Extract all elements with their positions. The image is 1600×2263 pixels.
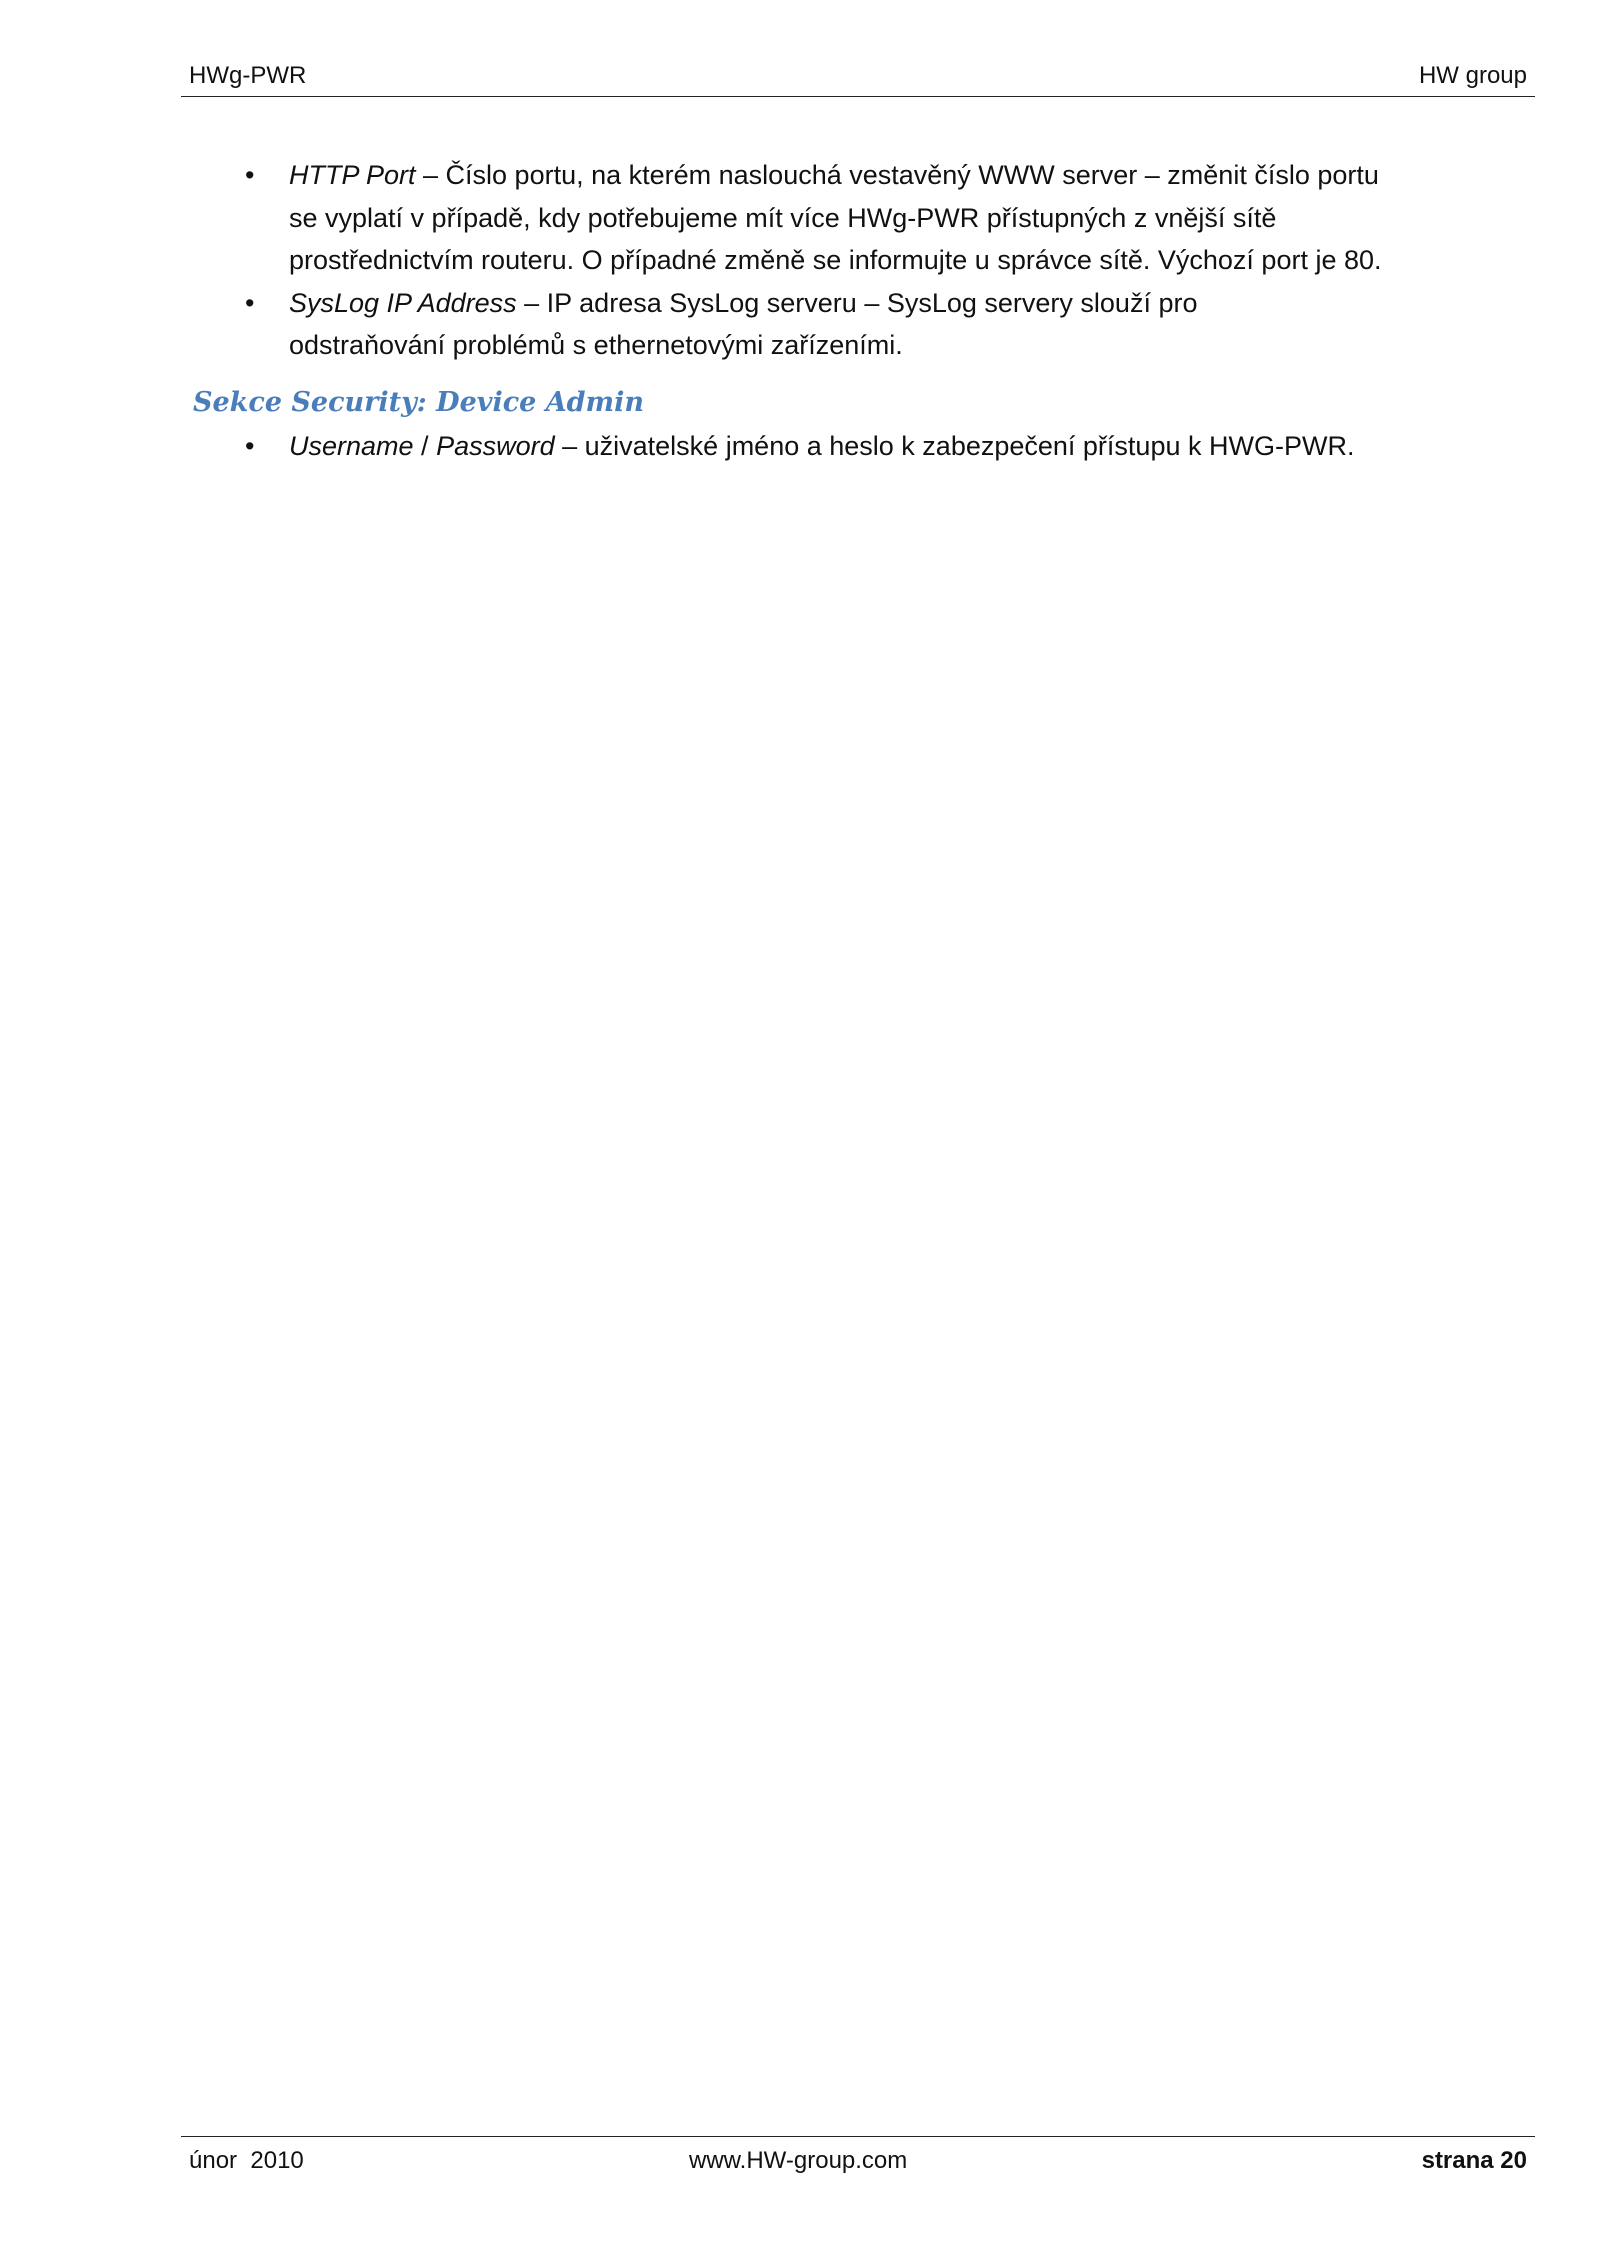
list-item-credentials: [181, 425, 1389, 468]
header-product: HWg-PWR: [189, 62, 307, 89]
page-header: [181, 60, 1535, 97]
list-item-http-port: [181, 154, 1389, 282]
network-settings-list: [181, 154, 1382, 367]
footer-date: únor 2010: [189, 2147, 304, 2174]
term-password: Password: [436, 430, 555, 461]
term-syslog: SysLog IP Address: [289, 287, 517, 318]
page-footer: [181, 2136, 1535, 2181]
security-settings-list: [181, 425, 1355, 468]
bullet-icon: •: [245, 287, 255, 318]
page-content: [181, 154, 1382, 467]
footer-website: www.HW-group.com: [689, 2147, 908, 2174]
term-username: Username: [289, 430, 414, 461]
item-text: – Číslo portu, na kterém naslouchá vestavěný WWW server – změnit číslo portu se vyplatí v případě, kdy potřebujeme mít více HWg-PWR přístupných z vnější sítě prostřednictvím routeru. O případné změně se informujte u správce sítě. Výchozí port je 80.: [289, 160, 1382, 275]
footer-page-number: strana 20: [1421, 2147, 1527, 2174]
item-text: – uživatelské jméno a heslo k zabezpečení přístupu k HWG-PWR.: [554, 430, 1355, 461]
bullet-icon: •: [245, 160, 255, 190]
term-http-port: HTTP Port: [289, 160, 416, 190]
bullet-icon: •: [245, 430, 255, 461]
list-item-syslog: [181, 282, 1309, 367]
item-text: – IP adresa SysLog serveru – SysLog servery slouží pro odstraňování problémů s ethernetovými zařízeními.: [289, 287, 1198, 360]
header-company: HW group: [1418, 62, 1527, 89]
term-separator: /: [413, 430, 437, 461]
section-heading: Sekce Security: Device Admin: [193, 386, 644, 418]
